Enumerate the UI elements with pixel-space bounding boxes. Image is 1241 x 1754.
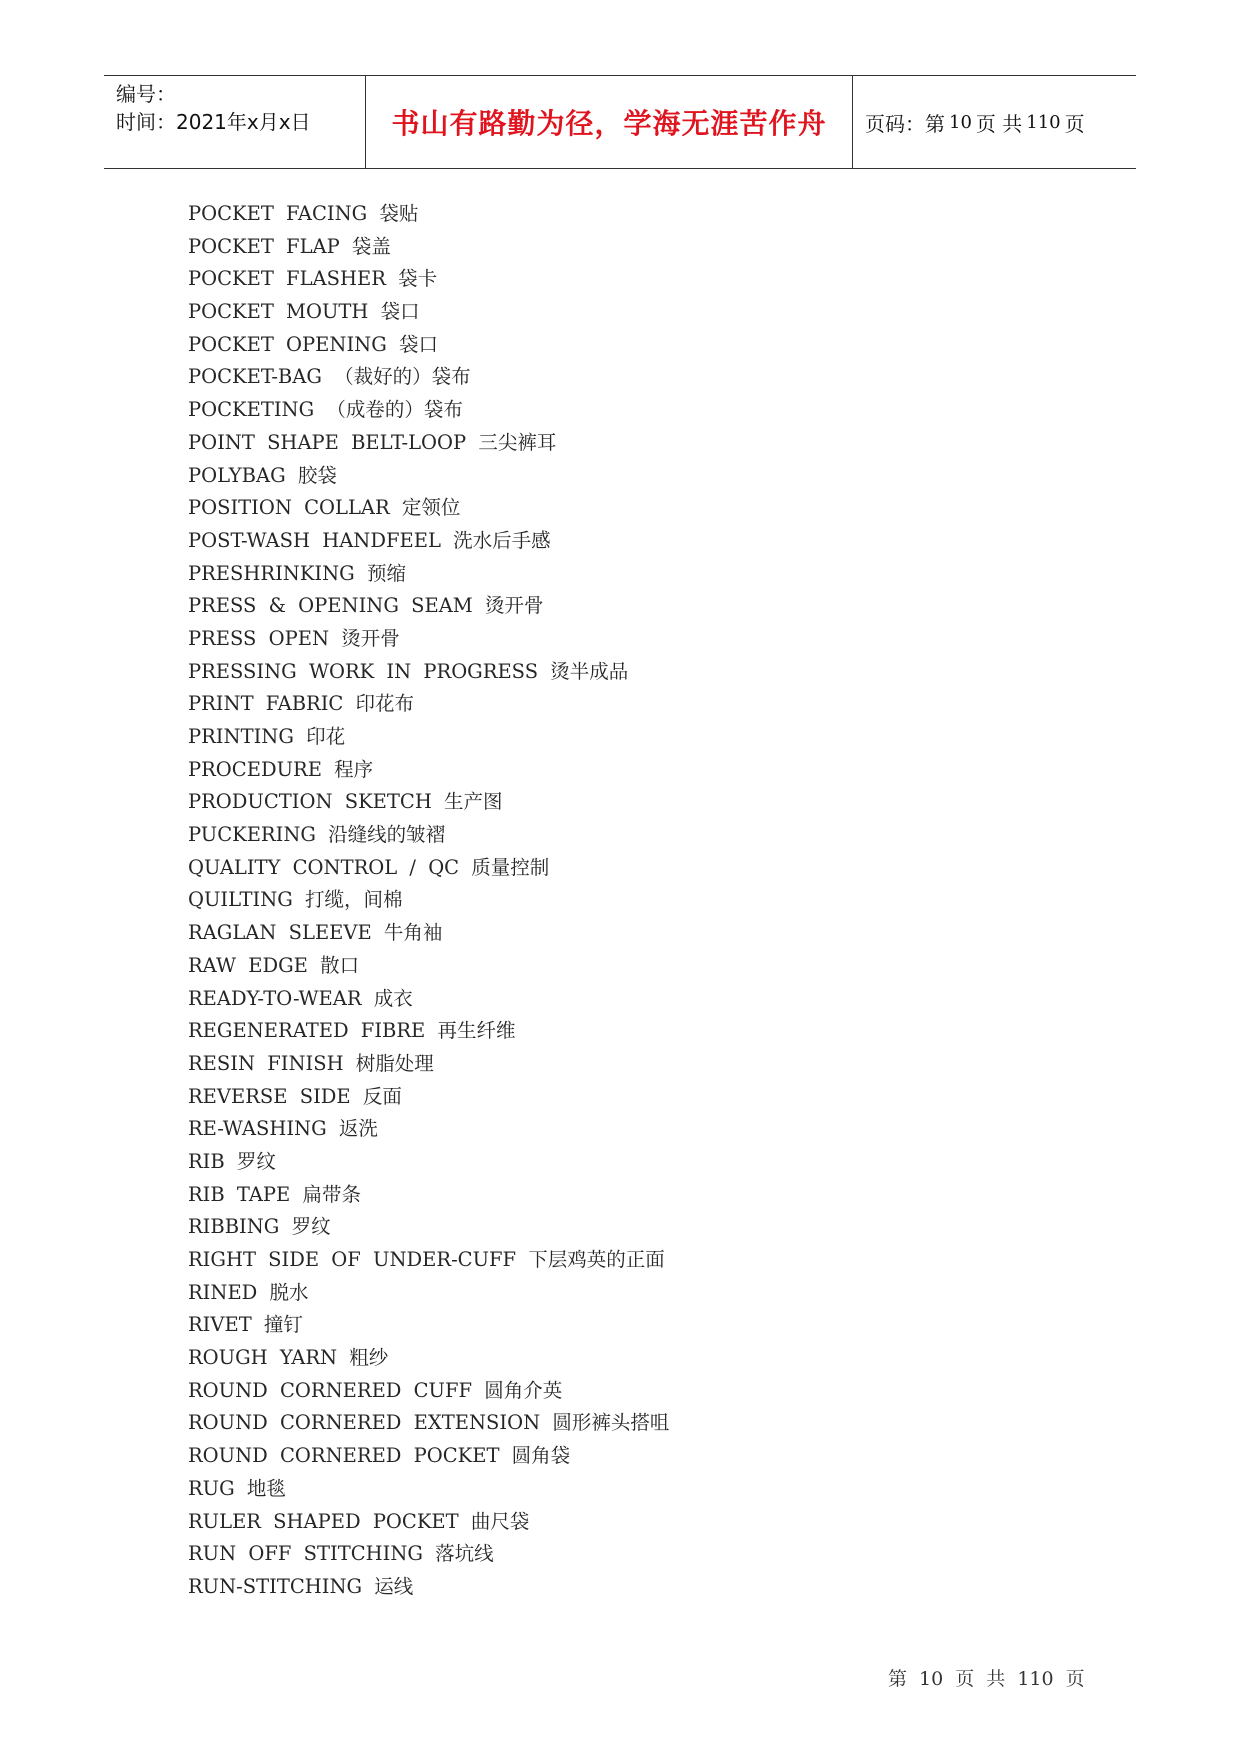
glossary-entry: PRESHRINKING 预缩 (188, 561, 406, 585)
glossary-entry: ROUND CORNERED EXTENSION 圆形裤头搭咀 (188, 1411, 670, 1435)
glossary-entry: PRINT FABRIC 印花布 (188, 692, 415, 716)
glossary-entry: RIVET 撞钉 (188, 1313, 303, 1337)
glossary-entry: POSITION COLLAR 定领位 (188, 496, 461, 520)
glossary-entry: PROCEDURE 程序 (188, 757, 374, 781)
glossary-entry: POLYBAG 胶袋 (188, 463, 337, 487)
glossary-entry: POCKET FLAP 袋盖 (188, 234, 391, 258)
page-header (104, 75, 1136, 169)
page-total: 110 (1026, 111, 1061, 133)
glossary-entry: RAW EDGE 散口 (188, 953, 360, 977)
glossary-entry: POCKETING （成卷的）袋布 (188, 398, 463, 422)
glossary-entry: PRODUCTION SKETCH 生产图 (188, 790, 503, 814)
glossary-entry: POCKET OPENING 袋口 (188, 332, 438, 356)
glossary-entry: PRESSING WORK IN PROGRESS 烫半成品 (188, 659, 629, 683)
glossary-entry: READY-TO-WEAR 成衣 (188, 986, 413, 1010)
glossary-entry: RUN-STITCHING 运线 (188, 1574, 414, 1598)
header-page-number (853, 76, 1136, 168)
glossary-entry: PRESS OPEN 烫开骨 (188, 626, 400, 650)
glossary-entry: POCKET FLASHER 袋卡 (188, 267, 438, 291)
serial-label: 编号： (116, 82, 176, 106)
glossary-entry: REVERSE SIDE 反面 (188, 1084, 402, 1108)
glossary-entry: ROUND CORNERED POCKET 圆角袋 (188, 1444, 571, 1468)
glossary-entry: PUCKERING 沿缝线的皱褶 (188, 823, 446, 847)
page-mid: 页 共 (975, 111, 1023, 136)
glossary-entry: ROUGH YARN 粗纱 (188, 1346, 389, 1370)
glossary-entry: RINED 脱水 (188, 1280, 309, 1304)
glossary-entry: RUN OFF STITCHING 落坑线 (188, 1542, 494, 1566)
glossary-entry: RE-WASHING 返洗 (188, 1117, 378, 1141)
page-current: 10 (949, 111, 972, 133)
page-footer: 第 10 页 共 110 页 (888, 1668, 1085, 1690)
glossary-entry: RIB 罗纹 (188, 1149, 276, 1173)
glossary-entry: RIBBING 罗纹 (188, 1215, 331, 1239)
glossary-entry: RUG 地毯 (188, 1476, 286, 1500)
glossary-list (188, 198, 669, 1604)
glossary-entry: RULER SHAPED POCKET 曲尺袋 (188, 1509, 530, 1533)
glossary-entry: POCKET FACING 袋贴 (188, 202, 419, 225)
glossary-entry: QUILTING 打缆，间棉 (188, 888, 403, 912)
glossary-entry: ROUND CORNERED CUFF 圆角介英 (188, 1378, 563, 1402)
page-suffix: 页 (1064, 111, 1085, 136)
page-prefix: 页码：第 (865, 111, 945, 136)
glossary-entry: POCKET-BAG （裁好的）袋布 (188, 365, 471, 389)
glossary-entry: QUALITY CONTROL / QC 质量控制 (188, 855, 550, 879)
header-meta (104, 76, 366, 168)
glossary-entry: POINT SHAPE BELT-LOOP 三尖裤耳 (188, 430, 557, 454)
glossary-entry: POCKET MOUTH 袋口 (188, 300, 420, 324)
glossary-entry: RIB TAPE 扁带条 (188, 1182, 361, 1206)
glossary-entry: RESIN FINISH 树脂处理 (188, 1051, 434, 1075)
time-label: 时间：2021年x月x日 (116, 110, 311, 134)
glossary-entry: POST-WASH HANDFEEL 洗水后手感 (188, 528, 551, 552)
glossary-entry: RAGLAN SLEEVE 牛角袖 (188, 921, 443, 945)
glossary-entry: PRINTING 印花 (188, 725, 346, 748)
glossary-entry: REGENERATED FIBRE 再生纤维 (188, 1019, 516, 1043)
glossary-entry: RIGHT SIDE OF UNDER-CUFF 下层鸡英的正面 (188, 1248, 665, 1271)
glossary-entry: PRESS & OPENING SEAM 烫开骨 (188, 594, 544, 618)
header-motto: 书山有路勤为径，学海无涯苦作舟 (366, 76, 853, 168)
